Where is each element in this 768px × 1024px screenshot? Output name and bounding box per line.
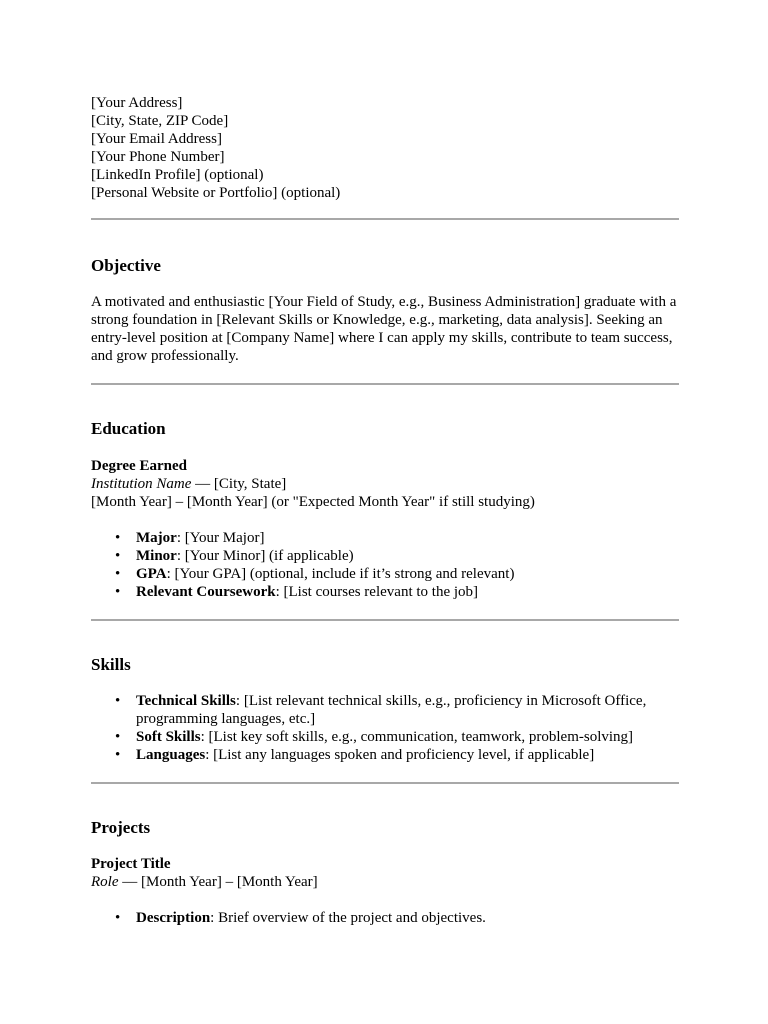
list-item-text: : [List key soft skills, e.g., communication, teamwork, problem-solving]: [200, 729, 634, 745]
list-item-text: : Brief overview of the project and objectives.: [210, 910, 486, 926]
institution-line: [91, 475, 679, 493]
list-item-text: : [Your GPA] (optional, include if it’s strong and relevant): [166, 566, 515, 582]
contact-block: [91, 94, 679, 202]
list-item: [136, 728, 679, 746]
skills-heading: Skills: [91, 655, 131, 674]
list-item-label: GPA: [136, 566, 167, 582]
education-entry: [91, 457, 679, 511]
skills-list: [91, 692, 679, 764]
contact-website: [Personal Website or Portfolio] (optional): [91, 185, 341, 201]
list-item-label: Languages: [136, 747, 206, 763]
list-item-label: Technical Skills: [136, 693, 236, 709]
contact-email: [Your Email Address]: [91, 131, 222, 147]
section-divider: [91, 218, 679, 220]
list-item: [136, 583, 679, 601]
list-item-text: : [List relevant technical skills, e.g., proficiency in Microsoft Office, programming languages, etc.]: [136, 693, 647, 727]
section-divider: [91, 619, 679, 621]
list-item-label: Major: [136, 530, 177, 546]
project-role: Role: [91, 874, 119, 890]
contact-city-state-zip: [City, State, ZIP Code]: [91, 113, 229, 129]
list-item: [136, 529, 679, 547]
degree-title: Degree Earned: [91, 458, 187, 474]
list-item: [136, 909, 679, 927]
projects-heading: Projects: [91, 818, 151, 837]
list-item-label: Relevant Coursework: [136, 584, 276, 600]
objective-heading: Objective: [91, 256, 161, 275]
section-divider: [91, 383, 679, 385]
list-item: [136, 692, 679, 728]
project-dates: — [Month Year] – [Month Year]: [118, 874, 318, 890]
list-item-text: : [List any languages spoken and proficiency level, if applicable]: [205, 747, 595, 763]
institution-location: — [City, State]: [191, 476, 287, 492]
project-title: Project Title: [91, 856, 171, 872]
contact-linkedin: [LinkedIn Profile] (optional): [91, 167, 264, 183]
list-item: [136, 565, 679, 583]
education-list: [91, 529, 679, 601]
education-heading: Education: [91, 419, 166, 438]
project-role-line: [91, 873, 679, 891]
institution-name: Institution Name: [91, 476, 192, 492]
project-list: [91, 909, 679, 927]
list-item-text: : [Your Major]: [176, 530, 265, 546]
list-item-text: : [Your Minor] (if applicable): [176, 548, 354, 564]
list-item: [136, 746, 679, 764]
list-item-label: Minor: [136, 548, 177, 564]
resume-content: [91, 94, 679, 927]
list-item: [136, 547, 679, 565]
list-item-label: Description: [136, 910, 211, 926]
contact-address: [Your Address]: [91, 95, 183, 111]
list-item-label: Soft Skills: [136, 729, 201, 745]
list-item-text: : [List courses relevant to the job]: [275, 584, 479, 600]
education-dates: [Month Year] – [Month Year] (or "Expected Month Year" if still studying): [91, 494, 535, 510]
project-entry: [91, 855, 679, 891]
contact-phone: [Your Phone Number]: [91, 149, 225, 165]
objective-text: A motivated and enthusiastic [Your Field of Study, e.g., Business Administration] graduate with a strong foundation in [Relevant Skills or Knowledge, e.g., marketing, data analysis]. Seeking an entry-level position at [Company Name] where I can apply my skills, contribute to team success, and grow professionally.: [91, 294, 677, 364]
section-divider: [91, 782, 679, 784]
